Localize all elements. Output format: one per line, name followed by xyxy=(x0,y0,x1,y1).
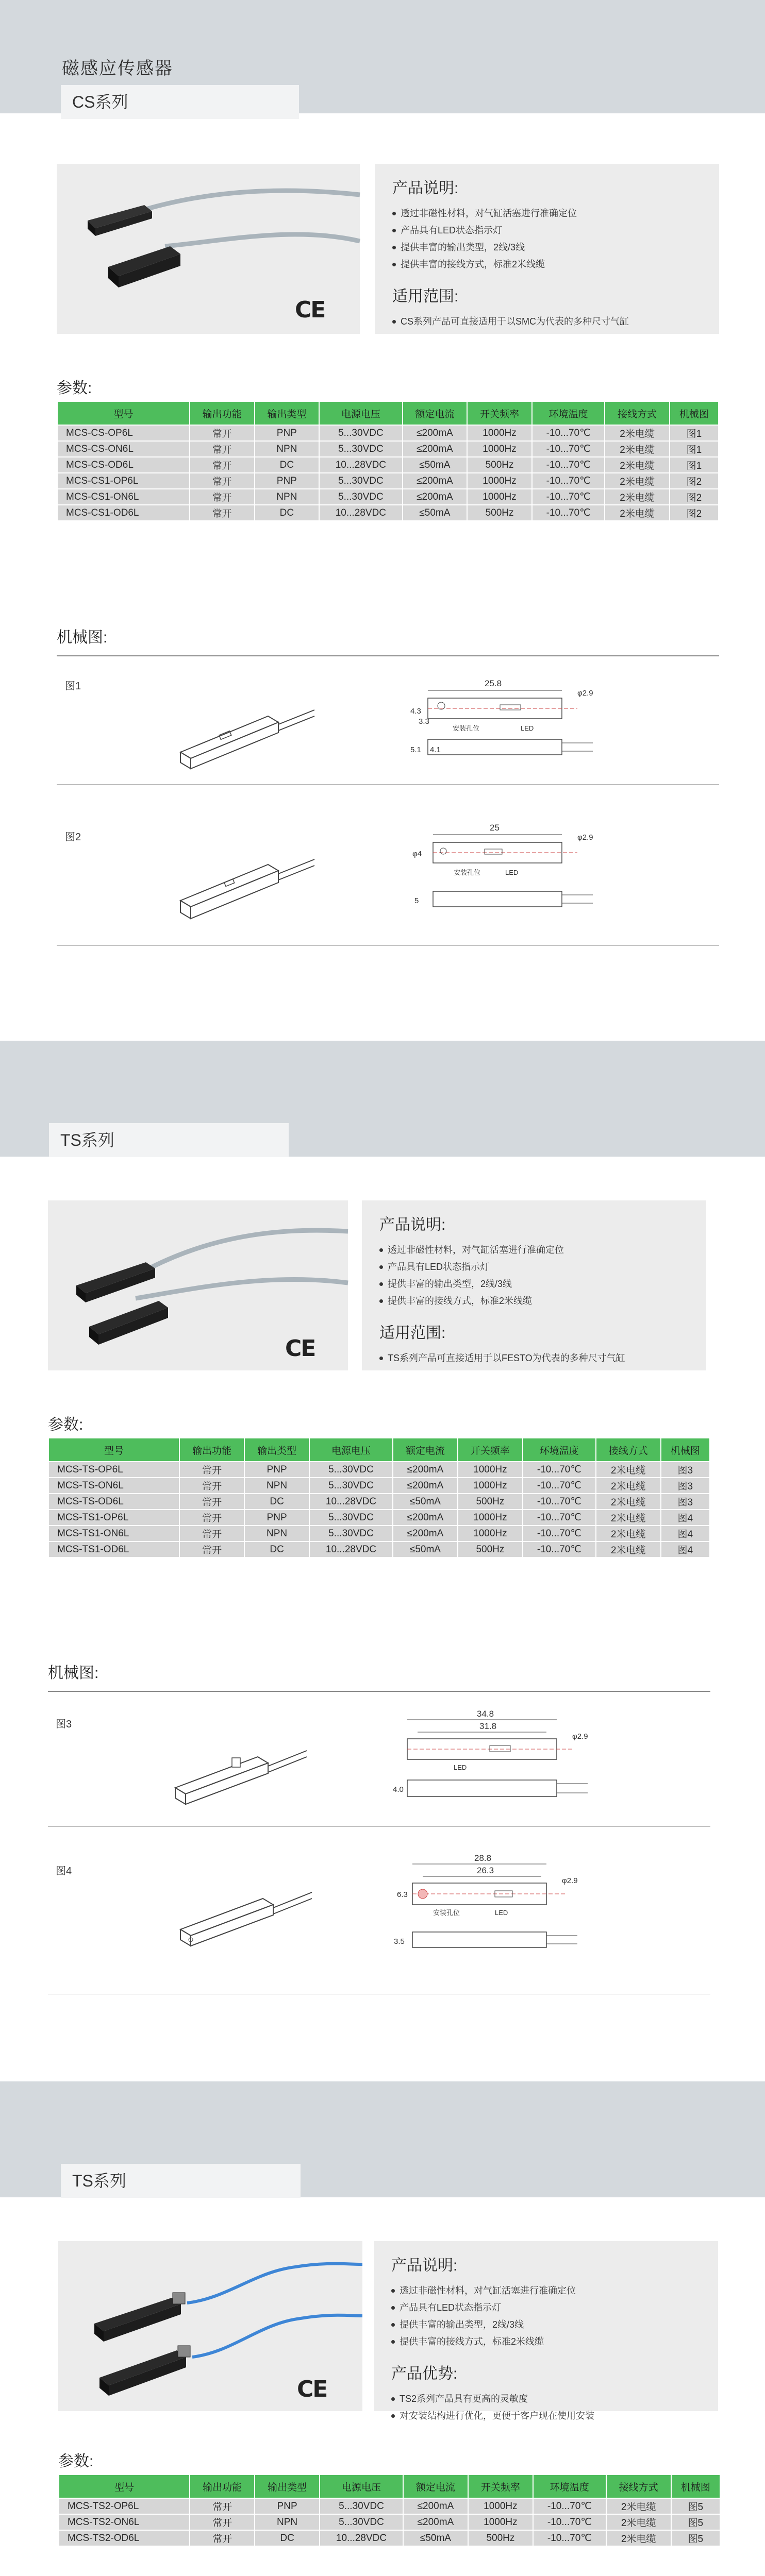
product-image xyxy=(58,2241,362,2411)
table-cell: 2米电缆 xyxy=(596,1478,661,1494)
table-cell: NPN xyxy=(255,441,320,457)
annotation-label: 安装孔位 xyxy=(453,724,480,732)
table-cell: 图3 xyxy=(661,1494,710,1510)
scope-list xyxy=(392,313,702,330)
table-cell: 图4 xyxy=(661,1526,710,1541)
table-cell: ≤200mA xyxy=(403,2498,468,2514)
table-cell: ≤200mA xyxy=(403,425,468,441)
ce-mark: CE xyxy=(285,1335,315,1362)
dimension-label: 34.8 xyxy=(477,1709,494,1719)
table-cell: MCS-CS1-OP6L xyxy=(57,473,190,489)
table-cell: 5...30VDC xyxy=(320,2498,403,2514)
page-title: 磁感应传感器 xyxy=(62,59,173,78)
dimension-label: 5 xyxy=(414,896,419,905)
table-cell: 常开 xyxy=(190,425,255,441)
desc-list xyxy=(379,1242,689,1310)
table-cell: 1000Hz xyxy=(467,473,532,489)
table-cell: 1000Hz xyxy=(458,1510,523,1526)
table-cell: 2米电缆 xyxy=(605,489,670,505)
table-cell: MCS-TS1-OP6L xyxy=(48,1510,179,1526)
table-cell: 1000Hz xyxy=(458,1478,523,1494)
advantage-item: 对安装结构进行优化，更便于客户现在使用安装 xyxy=(391,2408,701,2425)
dimension-label: 4.1 xyxy=(430,745,441,754)
table-cell: 5...30VDC xyxy=(319,489,402,505)
table-row xyxy=(57,505,719,521)
table-cell: ≤200mA xyxy=(403,489,468,505)
table-row xyxy=(57,473,719,489)
table-cell: ≤50mA xyxy=(403,505,468,521)
table-cell: NPN xyxy=(244,1526,309,1541)
table-row xyxy=(48,1526,710,1541)
figure-4-dim-drawing xyxy=(392,1855,619,1968)
table-cell: 常开 xyxy=(190,2498,255,2514)
col-header: 环境温度 xyxy=(532,401,605,425)
table-cell: 2米电缆 xyxy=(605,457,670,473)
table-cell: 图5 xyxy=(671,2530,720,2546)
desc-item: 透过非磁性材料，对气缸活塞进行准确定位 xyxy=(379,1242,689,1259)
table-cell: 图2 xyxy=(670,489,719,505)
col-header: 电源电压 xyxy=(320,2475,403,2498)
ce-mark: CE xyxy=(295,297,325,323)
table-cell: 5...30VDC xyxy=(309,1526,393,1541)
table-cell: 5...30VDC xyxy=(309,1510,393,1526)
col-header: 开关频率 xyxy=(468,2475,533,2498)
scope-list xyxy=(379,1350,689,1367)
table-cell: 1000Hz xyxy=(467,489,532,505)
col-header: 电源电压 xyxy=(319,401,402,425)
table-cell: 图5 xyxy=(671,2498,720,2514)
table-cell: 常开 xyxy=(179,1541,244,1557)
table-cell: 常开 xyxy=(179,1494,244,1510)
table-cell: MCS-TS-OP6L xyxy=(48,1462,179,1478)
table-cell: -10...70℃ xyxy=(532,489,605,505)
desc-item: 产品具有LED状态指示灯 xyxy=(391,2299,701,2316)
col-header: 环境温度 xyxy=(523,1438,596,1462)
divider xyxy=(48,1691,710,1692)
product-desc-heading: 产品说明: xyxy=(392,180,459,197)
annotation-label: 安装孔位 xyxy=(433,1909,460,1917)
col-header: 输出功能 xyxy=(190,401,255,425)
table-cell: 图1 xyxy=(670,425,719,441)
product-info-panel xyxy=(375,164,719,334)
mech-heading: 机械图: xyxy=(48,1665,99,1682)
col-header: 型号 xyxy=(57,401,190,425)
table-cell: -10...70℃ xyxy=(523,1510,596,1526)
table-cell: -10...70℃ xyxy=(533,2514,606,2530)
dimension-label: φ2.9 xyxy=(577,689,593,698)
desc-item: 透过非磁性材料，对气缸活塞进行准确定位 xyxy=(392,205,702,222)
table-row xyxy=(57,457,719,473)
col-header: 额定电流 xyxy=(393,1438,458,1462)
series-title: TS系列 xyxy=(49,1123,289,1157)
desc-item: 提供丰富的接线方式，标准2米线缆 xyxy=(379,1293,689,1310)
table-cell: 2米电缆 xyxy=(596,1494,661,1510)
scope-heading: 适用范围: xyxy=(379,1325,446,1342)
table-cell: -10...70℃ xyxy=(532,441,605,457)
desc-item: 产品具有LED状态指示灯 xyxy=(379,1259,689,1276)
table-cell: -10...70℃ xyxy=(523,1478,596,1494)
figure-4-iso-drawing xyxy=(170,1868,325,1960)
table-cell: MCS-CS-OP6L xyxy=(57,425,190,441)
desc-item: 提供丰富的输出类型，2线/3线 xyxy=(392,239,702,256)
series-title: TS系列 xyxy=(61,2164,301,2198)
col-header: 电源电压 xyxy=(309,1438,393,1462)
table-cell: NPN xyxy=(255,2514,320,2530)
table-row xyxy=(59,2498,720,2514)
table-cell: 图4 xyxy=(661,1541,710,1557)
table-cell: 1000Hz xyxy=(468,2514,533,2530)
annotation-label: LED xyxy=(495,1909,508,1917)
ce-mark: CE xyxy=(297,2376,327,2402)
table-header-row xyxy=(48,1438,710,1462)
table-cell: 常开 xyxy=(179,1526,244,1541)
table-cell: PNP xyxy=(255,425,320,441)
table-cell: 常开 xyxy=(190,2514,255,2530)
table-cell: 5...30VDC xyxy=(319,473,402,489)
figure-1-iso-drawing xyxy=(170,685,325,778)
scope-item: TS系列产品可直接适用于以FESTO为代表的多种尺寸气缸 xyxy=(379,1350,689,1367)
figure-3-iso-drawing xyxy=(165,1726,320,1819)
dimension-label: φ2.9 xyxy=(562,1876,578,1885)
figure-3-dim-drawing xyxy=(392,1710,619,1814)
table-cell: 5...30VDC xyxy=(309,1462,393,1478)
table-row xyxy=(59,2514,720,2530)
table-cell: 5...30VDC xyxy=(320,2514,403,2530)
table-cell: MCS-TS2-ON6L xyxy=(59,2514,190,2530)
table-cell: 图1 xyxy=(670,457,719,473)
table-cell: 10...28VDC xyxy=(319,457,402,473)
table-cell: PNP xyxy=(244,1462,309,1478)
divider xyxy=(57,655,719,656)
col-header: 接线方式 xyxy=(605,401,670,425)
table-cell: 常开 xyxy=(179,1510,244,1526)
table-cell: 500Hz xyxy=(467,457,532,473)
table-row xyxy=(48,1494,710,1510)
scope-heading: 适用范围: xyxy=(392,288,459,305)
table-cell: ≤50mA xyxy=(393,1541,458,1557)
table-cell: 1000Hz xyxy=(468,2498,533,2514)
table-cell: MCS-CS1-ON6L xyxy=(57,489,190,505)
col-header: 开关频率 xyxy=(467,401,532,425)
table-row xyxy=(57,441,719,457)
dimension-label: 4.3 xyxy=(410,707,421,716)
table-header-row xyxy=(57,401,719,425)
table-cell: 2米电缆 xyxy=(596,1462,661,1478)
table-cell: DC xyxy=(255,457,320,473)
table-cell: ≤50mA xyxy=(403,457,468,473)
table-cell: 2米电缆 xyxy=(605,425,670,441)
table-cell: 1000Hz xyxy=(467,441,532,457)
dimension-label: 6.3 xyxy=(397,1890,408,1899)
table-cell: 500Hz xyxy=(458,1494,523,1510)
table-cell: 常开 xyxy=(190,505,255,521)
col-header: 输出类型 xyxy=(255,2475,320,2498)
desc-item: 提供丰富的输出类型，2线/3线 xyxy=(379,1276,689,1293)
table-cell: PNP xyxy=(255,2498,320,2514)
table-cell: 图2 xyxy=(670,473,719,489)
dimension-label: 3.3 xyxy=(419,717,429,726)
table-cell: ≤200mA xyxy=(393,1510,458,1526)
table-cell: 常开 xyxy=(190,2530,255,2546)
table-cell: ≤50mA xyxy=(393,1494,458,1510)
advantage-list xyxy=(391,2391,701,2425)
table-cell: 图1 xyxy=(670,441,719,457)
dimension-label: 25.8 xyxy=(485,679,502,688)
divider xyxy=(48,1826,710,1827)
table-cell: MCS-TS2-OD6L xyxy=(59,2530,190,2546)
table-row xyxy=(59,2530,720,2546)
figure-label: 图2 xyxy=(65,832,81,843)
col-header: 额定电流 xyxy=(403,2475,468,2498)
figure-1-dim-drawing xyxy=(407,675,634,783)
table-cell: 2米电缆 xyxy=(606,2514,671,2530)
params-table xyxy=(58,2474,721,2547)
col-header: 额定电流 xyxy=(403,401,468,425)
col-header: 接线方式 xyxy=(606,2475,671,2498)
figure-label: 图3 xyxy=(56,1719,72,1730)
dimension-label: 4.0 xyxy=(393,1785,404,1794)
dimension-label: 3.5 xyxy=(394,1937,405,1946)
col-header: 接线方式 xyxy=(596,1438,661,1462)
table-cell: 2米电缆 xyxy=(606,2498,671,2514)
desc-list xyxy=(391,2282,701,2350)
table-cell: 2米电缆 xyxy=(605,505,670,521)
annotation-label: LED xyxy=(505,869,519,876)
table-cell: MCS-CS1-OD6L xyxy=(57,505,190,521)
table-cell: MCS-TS-OD6L xyxy=(48,1494,179,1510)
table-cell: 常开 xyxy=(179,1478,244,1494)
table-cell: ≤200mA xyxy=(403,2514,468,2530)
table-cell: -10...70℃ xyxy=(532,425,605,441)
table-cell: MCS-TS2-OP6L xyxy=(59,2498,190,2514)
table-cell: 5...30VDC xyxy=(309,1478,393,1494)
table-cell: 常开 xyxy=(190,457,255,473)
table-cell: 图3 xyxy=(661,1478,710,1494)
table-cell: 图4 xyxy=(661,1510,710,1526)
table-cell: 图3 xyxy=(661,1462,710,1478)
table-cell: MCS-TS1-ON6L xyxy=(48,1526,179,1541)
table-cell: MCS-TS-ON6L xyxy=(48,1478,179,1494)
product-image xyxy=(48,1200,348,1370)
advantage-heading: 产品优势: xyxy=(391,2365,458,2382)
table-cell: 1000Hz xyxy=(458,1462,523,1478)
table-cell: PNP xyxy=(244,1510,309,1526)
divider xyxy=(57,945,719,946)
table-row xyxy=(48,1462,710,1478)
dimension-label: 31.8 xyxy=(479,1721,497,1731)
dimension-label: 26.3 xyxy=(477,1866,494,1875)
table-cell: MCS-TS1-OD6L xyxy=(48,1541,179,1557)
table-cell: -10...70℃ xyxy=(533,2498,606,2514)
table-cell: 5...30VDC xyxy=(319,441,402,457)
product-image xyxy=(57,164,360,334)
col-header: 输出功能 xyxy=(179,1438,244,1462)
table-cell: -10...70℃ xyxy=(523,1526,596,1541)
table-cell: 1000Hz xyxy=(467,425,532,441)
table-cell: MCS-CS-OD6L xyxy=(57,457,190,473)
table-cell: ≤50mA xyxy=(403,2530,468,2546)
desc-item: 提供丰富的接线方式，标准2米线缆 xyxy=(391,2333,701,2350)
col-header: 开关频率 xyxy=(458,1438,523,1462)
table-cell: 2米电缆 xyxy=(605,473,670,489)
col-header: 型号 xyxy=(48,1438,179,1462)
params-heading: 参数: xyxy=(57,380,92,397)
product-info-panel xyxy=(362,1200,706,1370)
figure-label: 图4 xyxy=(56,1866,72,1877)
table-cell: -10...70℃ xyxy=(533,2530,606,2546)
table-cell: DC xyxy=(244,1494,309,1510)
table-cell: 10...28VDC xyxy=(319,505,402,521)
table-cell: 常开 xyxy=(190,473,255,489)
mech-heading: 机械图: xyxy=(57,629,108,646)
table-cell: 图5 xyxy=(671,2514,720,2530)
table-cell: DC xyxy=(255,2530,320,2546)
desc-item: 提供丰富的输出类型，2线/3线 xyxy=(391,2316,701,2333)
table-cell: -10...70℃ xyxy=(532,505,605,521)
table-cell: 2米电缆 xyxy=(596,1541,661,1557)
table-cell: 2米电缆 xyxy=(596,1526,661,1541)
table-row xyxy=(57,489,719,505)
table-cell: 2米电缆 xyxy=(605,441,670,457)
col-header: 机械图 xyxy=(670,401,719,425)
divider xyxy=(57,784,719,785)
product-desc-heading: 产品说明: xyxy=(379,1216,446,1233)
table-cell: 1000Hz xyxy=(458,1526,523,1541)
advantage-item: TS2系列产品具有更高的灵敏度 xyxy=(391,2391,701,2408)
table-cell: NPN xyxy=(244,1478,309,1494)
table-cell: MCS-CS-ON6L xyxy=(57,441,190,457)
table-cell: -10...70℃ xyxy=(523,1541,596,1557)
desc-list xyxy=(392,205,702,273)
table-header-row xyxy=(59,2475,720,2498)
table-cell: -10...70℃ xyxy=(523,1462,596,1478)
table-cell: ≤200mA xyxy=(403,441,468,457)
table-cell: 常开 xyxy=(179,1462,244,1478)
col-header: 机械图 xyxy=(661,1438,710,1462)
table-row xyxy=(57,425,719,441)
scope-item: CS系列产品可直接适用于以SMC为代表的多种尺寸气缸 xyxy=(392,313,702,330)
table-cell: 10...28VDC xyxy=(320,2530,403,2546)
table-cell: 图2 xyxy=(670,505,719,521)
figure-2-dim-drawing xyxy=(407,819,634,933)
dimension-label: 28.8 xyxy=(474,1853,492,1863)
table-cell: 500Hz xyxy=(467,505,532,521)
dimension-label: 5.1 xyxy=(410,745,421,754)
annotation-label: LED xyxy=(521,724,534,732)
table-cell: 10...28VDC xyxy=(309,1494,393,1510)
table-cell: ≤200mA xyxy=(403,473,468,489)
table-cell: ≤200mA xyxy=(393,1478,458,1494)
annotation-label: LED xyxy=(454,1764,467,1771)
table-cell: 常开 xyxy=(190,441,255,457)
dimension-label: φ2.9 xyxy=(577,833,593,842)
params-heading: 参数: xyxy=(48,1416,84,1433)
table-cell: 10...28VDC xyxy=(309,1541,393,1557)
table-cell: 常开 xyxy=(190,489,255,505)
table-cell: ≤200mA xyxy=(393,1526,458,1541)
table-cell: 500Hz xyxy=(458,1541,523,1557)
table-row xyxy=(48,1510,710,1526)
params-heading: 参数: xyxy=(58,2453,94,2470)
table-cell: DC xyxy=(244,1541,309,1557)
table-cell: 2米电缆 xyxy=(596,1510,661,1526)
table-cell: -10...70℃ xyxy=(532,473,605,489)
params-table xyxy=(48,1437,710,1558)
table-cell: NPN xyxy=(255,489,320,505)
desc-item: 提供丰富的接线方式，标准2米线缆 xyxy=(392,256,702,273)
table-cell: -10...70℃ xyxy=(523,1494,596,1510)
table-cell: 500Hz xyxy=(468,2530,533,2546)
table-row xyxy=(48,1478,710,1494)
table-cell: 2米电缆 xyxy=(606,2530,671,2546)
table-row xyxy=(48,1541,710,1557)
figure-label: 图1 xyxy=(65,681,81,692)
desc-item: 产品具有LED状态指示灯 xyxy=(392,222,702,239)
col-header: 输出类型 xyxy=(255,401,320,425)
table-cell: -10...70℃ xyxy=(532,457,605,473)
annotation-label: 安装孔位 xyxy=(454,869,481,876)
col-header: 机械图 xyxy=(671,2475,720,2498)
table-cell: 5...30VDC xyxy=(319,425,402,441)
table-cell: ≤200mA xyxy=(393,1462,458,1478)
product-desc-heading: 产品说明: xyxy=(391,2257,458,2274)
params-table xyxy=(57,401,719,521)
col-header: 输出类型 xyxy=(244,1438,309,1462)
table-cell: DC xyxy=(255,505,320,521)
dimension-label: 25 xyxy=(490,823,500,833)
table-cell: PNP xyxy=(255,473,320,489)
col-header: 输出功能 xyxy=(190,2475,255,2498)
desc-item: 透过非磁性材料，对气缸活塞进行准确定位 xyxy=(391,2282,701,2299)
series-title: CS系列 xyxy=(61,85,299,119)
col-header: 环境温度 xyxy=(533,2475,606,2498)
product-info-panel xyxy=(374,2241,718,2421)
col-header: 型号 xyxy=(59,2475,190,2498)
figure-2-iso-drawing xyxy=(170,834,325,926)
dimension-label: φ2.9 xyxy=(572,1732,588,1741)
dimension-label: φ4 xyxy=(412,850,422,858)
